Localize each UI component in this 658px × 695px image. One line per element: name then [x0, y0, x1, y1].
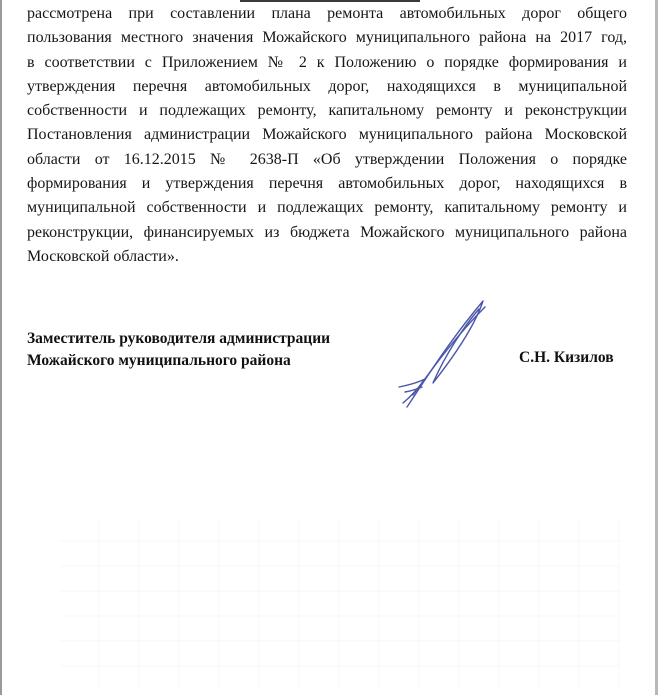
- signatory-position-line: Заместитель руководителя администрации: [27, 330, 331, 347]
- signatory-position-line: Можайского муниципального района: [27, 351, 291, 369]
- handwritten-signature: [395, 295, 495, 410]
- paragraph-line: реконструкции, финансируемых из бюджета Можайского муниципального района: [27, 223, 627, 241]
- paragraph-line: Московской области».: [27, 247, 179, 265]
- scan-edge-left: [0, 0, 2, 695]
- paragraph-line: утверждения перечня автомобильных дорог, находящихся в муниципальной: [27, 77, 627, 95]
- paragraph-line: муниципальной собственности и подлежащих ремонту, капитальному ремонту и: [27, 199, 627, 217]
- paragraph-line: рассмотрена при составлении плана ремонта автомобильных дорог общего: [27, 5, 627, 22]
- document-paragraph: [27, 2, 627, 269]
- signatory-position: [27, 328, 330, 371]
- paragraph-line: Постановления администрации Можайского муниципального района Московской: [27, 126, 627, 144]
- paragraph-line: формирования и утверждения перечня автомобильных дорог, находящихся в: [27, 175, 627, 193]
- paragraph-line: в соответствии с Приложением № 2 к Положению о порядке формирования и: [27, 53, 627, 71]
- paragraph-line: области от 16.12.2015 № 2638-П «Об утверждении Положения о порядке: [27, 150, 627, 168]
- scan-bleed-through: [60, 520, 620, 690]
- paragraph-line: собственности и подлежащих ремонту, капитальному ремонту и реконструкции: [27, 102, 627, 120]
- signatory-name: С.Н. Кизилов: [519, 349, 614, 366]
- paragraph-line: пользования местного значения Можайского муниципального района на 2017 год,: [27, 29, 627, 47]
